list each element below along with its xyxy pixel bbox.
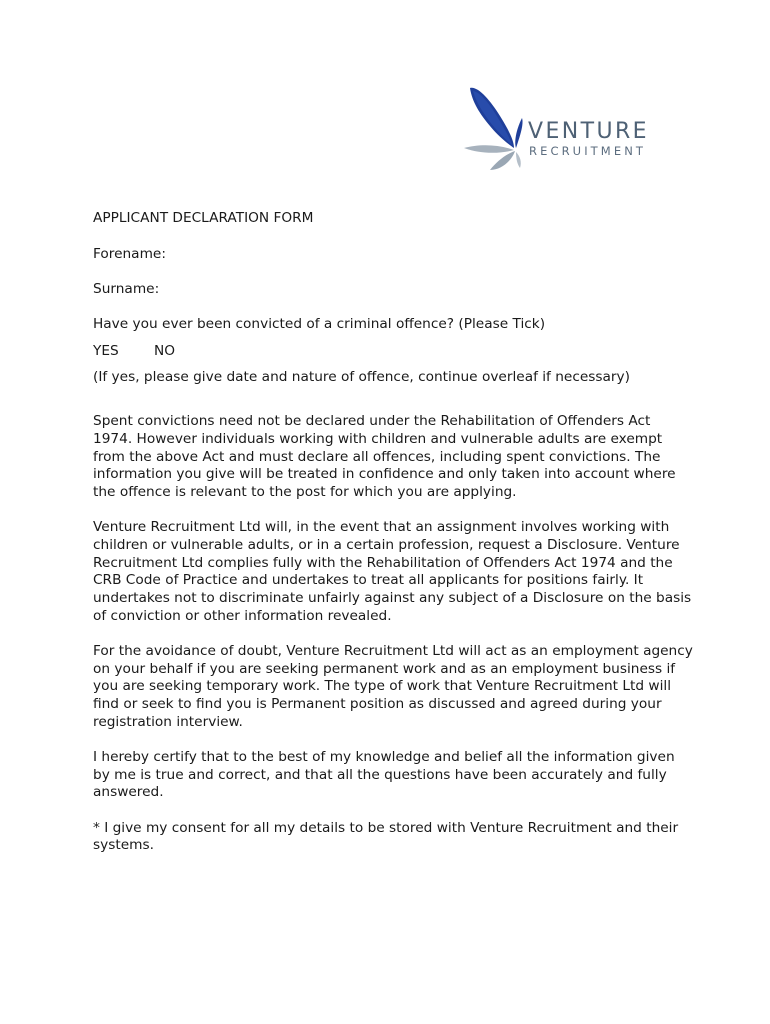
agency-paragraph: For the avoidance of doubt, Venture Recruitment Ltd will act as an employment agency on your behalf if you are seeking permanent work and as an employment business if you are seeking temporary work. The type of work that Venture Recruitment Ltd will find or seek to find you is Permanent position as discussed and agreed during your registration interview.	[93, 642, 693, 730]
disclosure-paragraph: Venture Recruitment Ltd will, in the event that an assignment involves working with children or vulnerable adults, or in a certain profession, request a Disclosure. Venture Recruitment Ltd complies fully with the Rehabilitation of Offenders Act 1974 and the CRB Code of Practice and undertakes to treat all applicants for positions fairly. It undertakes not to discriminate unfairly against any subject of a Disclosure on the basis of conviction or other information revealed.	[93, 519, 692, 624]
logo-sub-text: RECRUITMENT	[529, 144, 647, 158]
forename-label: Forename:	[93, 245, 166, 262]
yes-no-options	[93, 343, 693, 361]
declaration-form	[93, 210, 693, 872]
spent-convictions-paragraph: Spent convictions need not be declared under the Rehabilitation of Offenders Act 1974. However individuals working with children and vulnerable adults are exempt from the above Act and must declare all offences, including spent convictions. The information you give will be treated in confidence and only taken into account where the offence is relevant to the post for which you are applying.	[93, 413, 676, 501]
yes-option[interactable]: YES	[93, 342, 119, 359]
conviction-question: Have you ever been convicted of a criminal offence? (Please Tick)	[93, 316, 546, 333]
if-yes-instructions: (If yes, please give date and nature of offence, continue overleaf if necessary)	[93, 368, 630, 385]
certification-paragraph: I hereby certify that to the best of my knowledge and belief all the information given by me is true and correct, and that all the questions have been accurately and fully answered.	[93, 748, 675, 801]
no-option[interactable]: NO	[154, 342, 176, 359]
butterfly-icon	[460, 82, 530, 178]
surname-label: Surname:	[93, 280, 160, 297]
consent-paragraph: * I give my consent for all my details to be stored with Venture Recruitment and their systems.	[93, 819, 679, 854]
venture-logo	[460, 82, 690, 178]
logo-brand-text: VENTURE	[528, 119, 649, 144]
form-title: APPLICANT DECLARATION FORM	[93, 210, 314, 226]
